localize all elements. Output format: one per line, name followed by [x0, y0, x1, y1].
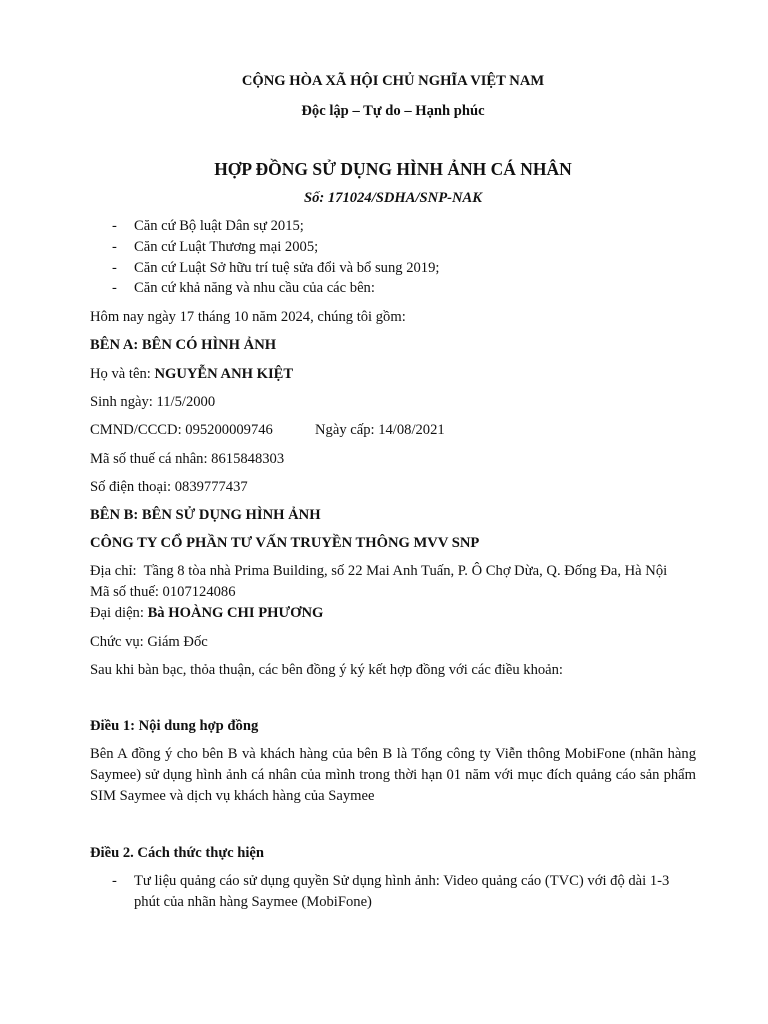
- national-title: CỘNG HÒA XÃ HỘI CHỦ NGHĨA VIỆT NAM: [241, 73, 545, 89]
- party-b-address: Địa chỉ: Tầng 8 tòa nhà Prima Building, số 22 Mai Anh Tuấn, P. Ô Chợ Dừa, Q. Đống Đa, Hà Nội: [90, 563, 668, 579]
- contract-number: Số: 171024/SDHA/SNP-NAK: [304, 190, 482, 206]
- article-2-heading: Điều 2. Cách thức thực hiện: [90, 845, 264, 861]
- bullet-dash: -: [112, 238, 117, 255]
- party-b-tax: Mã số thuế: 0107124086: [90, 584, 236, 600]
- party-a-name: NGUYỄN ANH KIỆT: [154, 366, 294, 382]
- national-motto: Độc lập – Tự do – Hạnh phúc: [301, 103, 485, 119]
- bullet-dash: -: [112, 873, 117, 889]
- party-b-representative-line: Đại diện: Bà HOÀNG CHI PHƯƠNG: [90, 605, 324, 621]
- article-1-heading: Điều 1: Nội dung hợp đồng: [90, 718, 259, 734]
- party-b-company: CÔNG TY CỔ PHẦN TƯ VẤN TRUYỀN THÔNG MVV SNP: [90, 535, 480, 551]
- legal-basis-list: [90, 216, 439, 299]
- party-b-representative: Bà HOÀNG CHI PHƯƠNG: [147, 605, 324, 621]
- party-a-tax: Mã số thuế cá nhân: 8615848303: [90, 451, 285, 467]
- party-a-heading: BÊN A: BÊN CÓ HÌNH ẢNH: [90, 337, 277, 353]
- list-item: - Căn cứ Bộ luật Dân sự 2015;: [90, 216, 439, 237]
- contract-title: HỢP ĐỒNG SỬ DỤNG HÌNH ẢNH CÁ NHÂN: [214, 159, 572, 179]
- bullet-dash: -: [112, 280, 117, 297]
- article-1-body: Bên A đồng ý cho bên B và khách hàng của bên B là Tổng công ty Viễn thông MobiFone (nhãn hàng Saymee) sử dụng hình ảnh cá nhân của mình trong thời hạn 01 năm với mục đích quảng cáo sản phẩm SIM Saymee và dịch vụ khách hàng của Saymee: [90, 746, 696, 804]
- party-a-id: CMND/CCCD: 095200009746: [90, 422, 273, 438]
- list-item: - Căn cứ khả năng và nhu cầu của các bên:: [90, 278, 439, 299]
- agreement-line: Sau khi bàn bạc, thỏa thuận, các bên đồng ý ký kết hợp đồng với các điều khoản:: [90, 662, 563, 678]
- bullet-dash: -: [112, 259, 117, 276]
- article-2-item: - Tư liệu quảng cáo sử dụng quyền Sử dụng hình ảnh: Video quảng cáo (TVC) với độ dài 1-3 phút của nhãn hàng Saymee (MobiFone): [112, 873, 670, 910]
- list-item: - Căn cứ Luật Thương mại 2005;: [90, 237, 439, 258]
- party-a-issue-date: Ngày cấp: 14/08/2021: [315, 422, 445, 438]
- party-a-id-line: [90, 420, 273, 441]
- party-a-phone: Số điện thoại: 0839777437: [90, 479, 248, 495]
- list-item: - Căn cứ Luật Sở hữu trí tuệ sửa đổi và bổ sung 2019;: [90, 258, 439, 279]
- intro-line: Hôm nay ngày 17 tháng 10 năm 2024, chúng tôi gồm:: [90, 309, 406, 325]
- party-a-name-line: Họ và tên: NGUYỄN ANH KIỆT: [90, 366, 294, 382]
- party-b-position: Chức vụ: Giám Đốc: [90, 634, 208, 650]
- party-a-dob: Sinh ngày: 11/5/2000: [90, 394, 216, 410]
- bullet-dash: -: [112, 218, 117, 234]
- party-b-heading: BÊN B: BÊN SỬ DỤNG HÌNH ẢNH: [90, 507, 321, 523]
